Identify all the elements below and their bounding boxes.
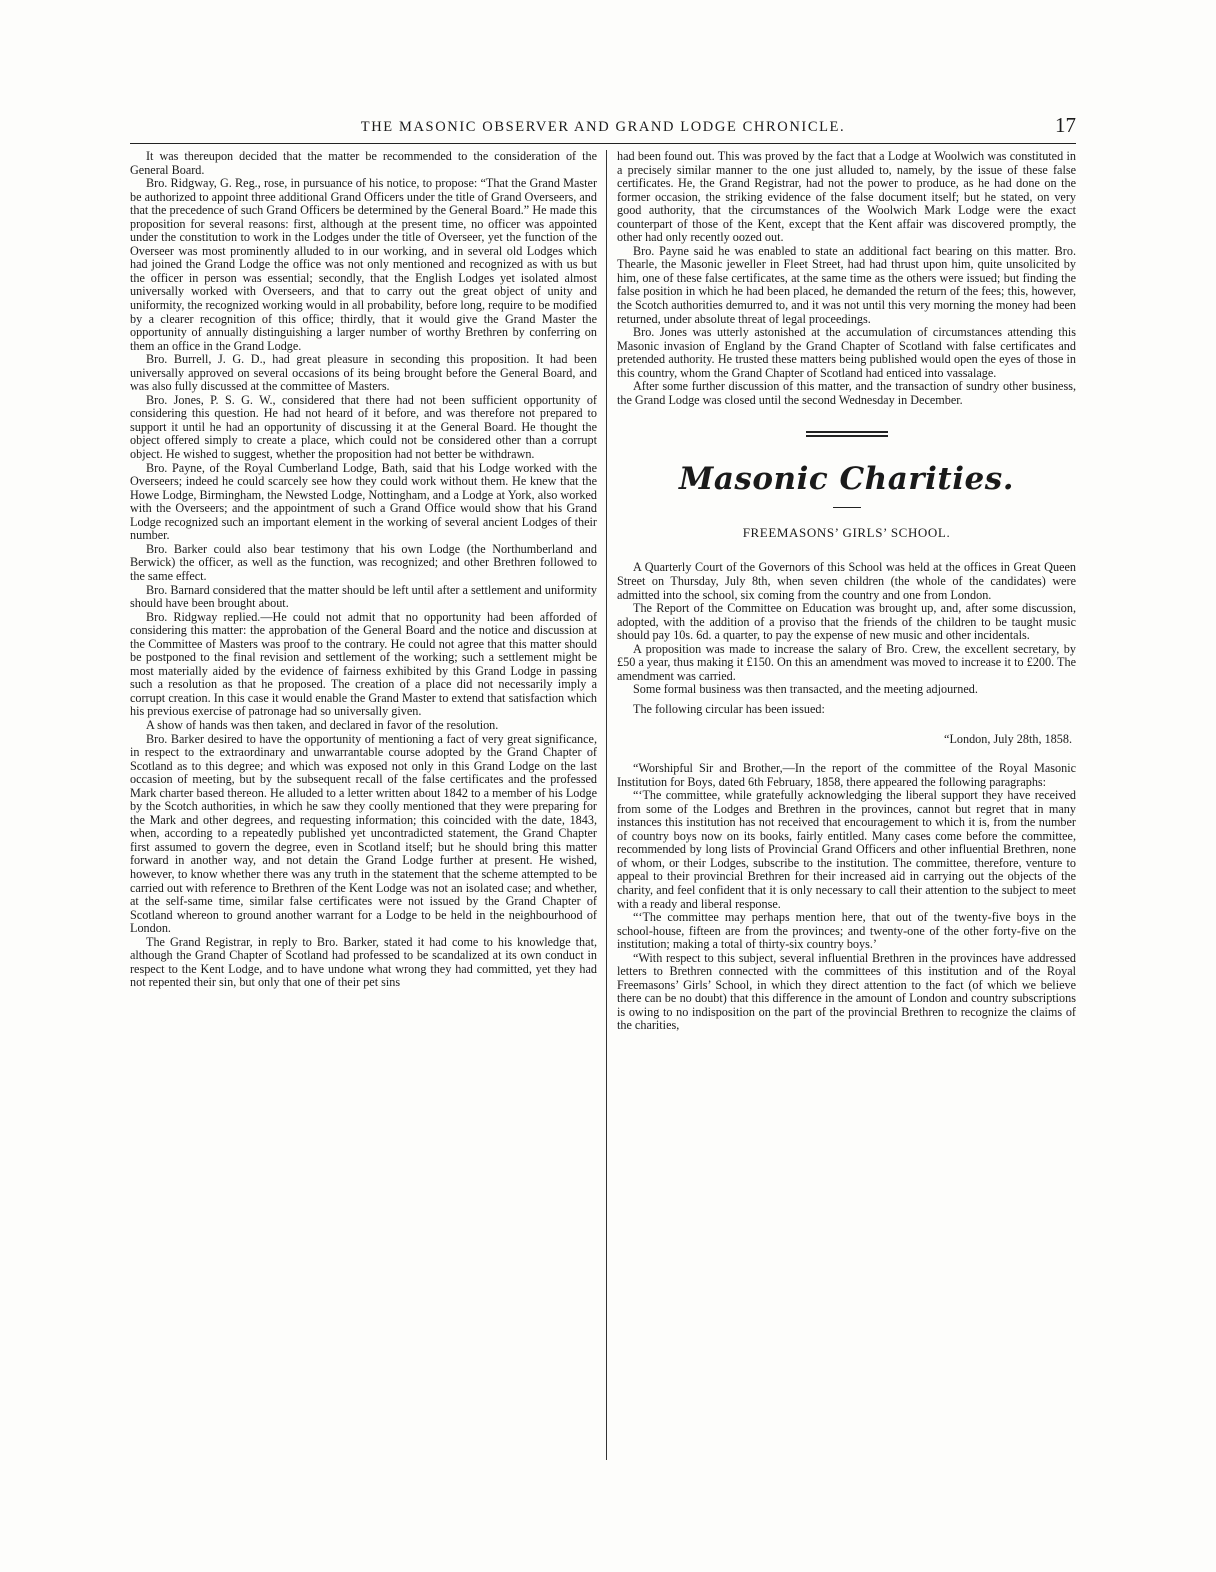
right-column <box>617 150 1076 1480</box>
paragraph: Some formal business was then transacted, and the meeting adjourned. <box>633 682 978 697</box>
paragraph: Bro. Payne, of the Royal Cumberland Lodge, Bath, said that his Lodge worked with the Overseers; indeed he could scarcely see how they could work without them. He knew that the Howe Lodge, Birmingham, the Newsted Lodge, Nottingham, and a Lodge at York, also worked with the Overseers; and the appointment of such a Grand Office would show that his Grand Lodge recognized such an important element in the working of several ancient Lodges of their number. <box>130 460 597 543</box>
paragraph: The Grand Registrar, in reply to Bro. Barker, stated it had come to his knowledge that, although the Grand Chapter of Scotland had professed to be scandalized at its own conduct in respect to the Kent Lodge, and to have undone what wrong they had committed, yet they had not repented their sin, but only that one of their pet sins <box>130 934 597 990</box>
circular-paragraph: “Worshipful Sir and Brother,—In the report of the committee of the Royal Masonic Institution for Boys, dated 6th February, 1858, there appeared the following paragraphs: <box>617 761 1076 789</box>
section-subtitle: FREEMASONS’ GIRLS’ SCHOOL. <box>742 524 951 540</box>
paragraph: A proposition was made to increase the salary of Bro. Crew, the excellent secretary, by £50 a year, thus making it £150. On this an amendment was moved to increase it to £200. The amendment was carried. <box>617 641 1076 683</box>
circular-paragraph: “With respect to this subject, several influential Brethren in the provinces have addressed letters to Brethren connected with the committees of this institution and of the Royal Freemasons’ Girls’ School, in which they direct attention to the fact (of which we believe there can be no doubt) that this difference in the amount of London and country subscriptions is owing to no indisposition on the part of the provincial Brethren to recognize the claims of the charities, <box>617 950 1076 1033</box>
circular-dateline: “London, July 28th, 1858. <box>944 731 1072 746</box>
paragraph: Bro. Ridgway, G. Reg., rose, in pursuance of his notice, to propose: “That the Grand Master be authorized to appoint three additional Grand Officers under the title of Grand Overseers, and that the precedence of such Grand Officers be determined by the General Board.” He made this proposition for several reasons: first, although at the present time, no officer was appointed under the constitution to work in the Lodges under the title of Overseer, yet the function of the Overseer was most prominently alluded to in our working, and in several old Lodges which had joined the Grand Lodge the office was not only mentioned and recognized as with us but the officer in person was essential; secondly, that the English Lodges yet isolated almost universally worked with Overseers, and that to carry out the great object of unity and uniformity, the recognized working would in all probability, before long, require to be modified by a clearer recognition of this office; thirdly, that it would give the Grand Master the opportunity of annually distinguishing a larger number of worthy Brethren by conferring on them an office in the Grand Lodge. <box>130 176 597 353</box>
paragraph: Bro. Barker could also bear testimony that his own Lodge (the Northumberland and Berwick) the officer, as well as the function, was recognized; and other Brethren followed to the same effect. <box>130 541 597 583</box>
section-title: Masonic Charities. <box>679 461 1014 498</box>
page-number: 17 <box>1055 113 1076 137</box>
title-rule <box>833 507 861 508</box>
paragraph: It was thereupon decided that the matter be recommended to the consideration of the General Board. <box>130 150 597 177</box>
paragraph: had been found out. This was proved by the fact that a Lodge at Woolwich was constituted in a precisely similar manner to the one just alluded to, namely, by the issue of these false certificates. He, the Grand Registrar, had not the power to produce, as he had done on the former occasion, the striking evidence of the false document itself; but he stated, on very good authority, that the circumstances of the Woolwich Mark Lodge were the exact counterpart of those of the Kent, except that the Kent affair was discovered promptly, the other had only recently oozed out. <box>617 150 1076 245</box>
paragraph: Bro. Barker desired to have the opportunity of mentioning a fact of very great significance, in respect to the extraordinary and unwarrantable course adopted by the Grand Chapter of Scotland as to this degree; and which was exposed not only in this Grand Lodge on the last occasion of meeting, but by the subsequent recall of the false certificates and the professed Mark charter based thereon. He alluded to a letter written about 1842 to a member of his Lodge by the Scotch authorities, in which he saw they coolly mentioned that they were preparing for the Mark and other degrees, and requesting information; this coincided with the date, 1843, when, according to a repeatedly published yet uncontradicted statement, the Grand Chapter first assumed to govern the degree, even in Scotland itself; but he should bring this matter forward in another way, and not detain the Grand Lodge further at present. He wished, however, to know whether there was any truth in the statement that the scheme attempted to be carried out with reference to Brethren of the Kent Lodge was not an isolated case; and whether, at the self-same time, similar false certificates were not issued by the Grand Chapter of Scotland whereon to ground another warrant for a Lodge to be held in the neighbourhood of London. <box>130 731 597 936</box>
paragraph: Bro. Jones was utterly astonished at the accumulation of circumstances attending this Masonic invasion of England by the Grand Chapter of Scotland with false certificates and pretended authority. He trusted these matters being published would open the eyes of those in this country, whom the Grand Chapter of Scotland had enticed into vassalage. <box>617 325 1076 380</box>
header-rule <box>130 143 1076 144</box>
paragraph: The Report of the Committee on Education was brought up, and, after some discussion, adopted, with the addition of a proviso that the friends of the children to be taught music should pay 10s. 6d. a quarter, to pay the expense of new music and other incidentals. <box>617 601 1076 643</box>
circular-paragraph: “‘The committee may perhaps mention here, that out of the twenty-five boys in the school-house, fifteen are from the provinces; and twenty-one of the other forty-five on the institution; making a total of thirty-six country boys.’ <box>617 910 1076 952</box>
section-separator <box>806 431 888 437</box>
running-head <box>130 115 1076 141</box>
circular-paragraph: “‘The committee, while gratefully acknowledging the liberal support they have received from some of the Lodges and Brethren in the provinces, cannot but regret that in many instances this institution has not received that encouragement to which it is, from the number of country boys now on its books, fairly entitled. Many cases come before the committee, recommended by long lists of Provincial Grand Officers and other influential Brethren, none of whom, or their Lodges, subscribe to the institution. The committee, therefore, venture to appeal to their provincial Brethren for their increased aid in carrying out the objects of the charity, and feel confident that it is only necessary to call their attention to the subject to meet with a ready and liberal response. <box>617 788 1076 911</box>
paragraph: A show of hands was then taken, and declared in favor of the resolution. <box>146 717 499 732</box>
column-divider <box>606 150 607 1460</box>
paragraph: Bro. Barnard considered that the matter should be left until after a settlement and uniformity should have been brought about. <box>130 582 597 611</box>
paragraph: A Quarterly Court of the Governors of this School was held at the offices in Great Queen Street on Thursday, July 8th, when seven children (the whole of the candidates) were admitted into the school, six coming from the country and one from London. <box>617 560 1076 602</box>
left-column <box>130 150 597 1480</box>
paragraph: Bro. Payne said he was enabled to state an additional fact bearing on this matter. Bro. Thearle, the Masonic jeweller in Fleet Street, had had thrust upon him, quite unsolicited by him, one of these false certificates, at the same time as the others were issued; but finding the false position in which he had been placed, he demanded the return of the fees; this, however, the Scotch authorities demurred to, and it was not until this very morning the money had been returned, under absolute threat of legal proceedings. <box>617 243 1076 326</box>
paragraph: The following circular has been issued: <box>633 701 825 716</box>
publication-title: THE MASONIC OBSERVER AND GRAND LODGE CHRONICLE. <box>360 119 846 135</box>
paragraph: Bro. Burrell, J. G. D., had great pleasure in seconding this proposition. It had been universally approved on several occasions of its being brought before the General Board, and was also fully discussed at the committee of Masters. <box>130 352 597 394</box>
paragraph: Bro. Jones, P. S. G. W., considered that there had not been sufficient opportunity of considering this question. He had not heard of it before, and was therefore not prepared to support it until he had an opportunity of discussing it at the General Board. He thought the object offered simply to create a place, which could not be considered other than a corrupt object. He wished to suggest, whether the proposition had not better be withdrawn. <box>130 392 597 462</box>
paragraph: Bro. Ridgway replied.—He could not admit that no opportunity had been afforded of considering this matter: the approbation of the General Board and the notice and discussion at the Committee of Masters was proof to the contrary. He could not agree that this matter should be postponed to the final revision and settlement of the working; such a settlement might be most materially aided by the evidence of fairness exhibited by this Grand Lodge in passing such a resolution as that he proposed. The creation of a place did not necessarily imply a corrupt creation. In this case it would enable the Grand Master to extend that satisfaction which his previous exercise of patronage had so universally given. <box>130 609 597 719</box>
paragraph: After some further discussion of this matter, and the transaction of sundry other business, the Grand Lodge was closed until the second Wednesday in December. <box>617 379 1076 407</box>
